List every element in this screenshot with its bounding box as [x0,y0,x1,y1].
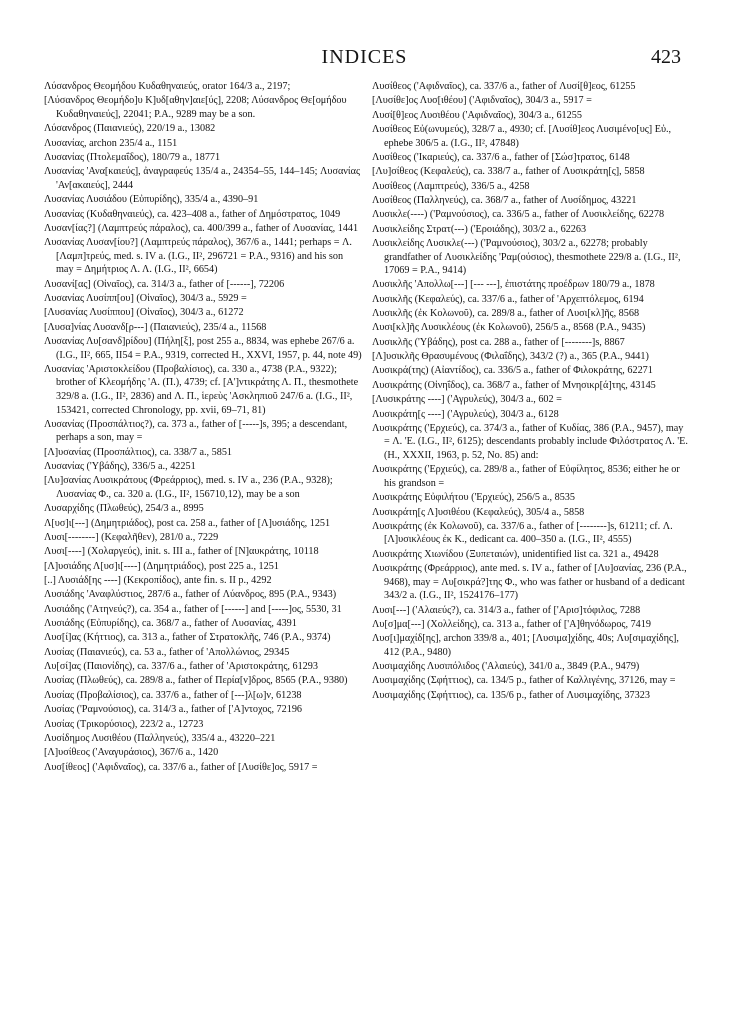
index-entry: Λυσ[ίθεος] ('Αφιδναῖος), ca. 337/6 a., father of [Λυσίθε]ος, 5917 = [44,761,318,773]
index-entry: [Λυσανίας Λυσίππου] (Οἰναῖος), 304/3 a., 61272 [44,307,244,319]
index-entry: Λυσικράτης ('Ερχιεύς), ca. 374/3 a., father of Κυδίας, 386 (P.A., 9457), may = Λ. 'Ε. (I.G., II², 6125); descendants probably include Φιλόστρατος Λ. 'Ε. (H., XXXII, 1963, p. 52, No. 85) and: [372,422,688,461]
index-entry: Λυσικράτης Εὐφιλήτου ('Ερχιεύς), 256/5 a., 8535 [372,492,575,504]
index-entry: Λυσικλῆς (Κεφαλεύς), ca. 337/6 a., father of 'Αρχεπτόλεμος, 6194 [372,293,644,305]
index-entry: Λυσανίας (Κυδαθηναιεύς), ca. 423–408 a., father of Δημόστρατος, 1049 [44,208,341,220]
index-entry: Λυσανίας Λυσαν[ίου?] (Λαμπτρεύς πάραλος), 367/6 a., 1441; perhaps = Λ. [Λαμπ]τρεύς, med. s. IV a. (I.G., II², 296721 = P.A., 9316) and his son may = Δημήτριος Λ. Λ. (I.G., II², 6654) [44,237,352,276]
index-entry: Λυσιμαχίδης (Σφήττιος), ca. 135/6 p., father of Λυσιμαχίδης, 37323 [372,689,650,701]
index-entry: Λυσι[--------] (Κεφαλῆθεν), 281/0 a., 7229 [44,532,219,544]
index-entry: Λυσικλῆς (ἐκ Κολωνοῦ), ca. 289/8 a., father of Λυσι[κλ]ῆς, 8568 [372,308,640,320]
index-entry: Λυσανίας Λυσίππ[ου] (Οἰναῖος), 304/3 a., 5929 = [44,292,247,304]
index-entry: Λυσαν[ίας?] (Λαμπτρεύς πάραλος), ca. 400/399 a., father of Λυσανίας, 1441 [44,222,359,234]
left-column [44,80,362,775]
index-entry: Λυσιμαχίδης Λυσιπόλιδος ('Αλαιεύς), 341/0 a., 3849 (P.A., 9479) [372,661,640,673]
index-entry: [Λ]υσιάδης Λ[υσ]ι[----] (Δημητριάδος), post 225 a., 1251 [44,560,279,572]
index-entry: Λυσαρχίδης (Πλωθεύς), 254/3 a., 8995 [44,503,204,515]
index-entry: Λυσίας ('Ραμνούσιος), ca. 314/3 a., father of ['Α]ντοχος, 72196 [44,704,303,716]
index-entry: Λυσανί[ας] (Οἰναῖος), ca. 314/3 a., father of [------], 72206 [44,278,285,290]
index-entry: [Λυσίθε]ος Λυσ[ιθέου] ('Αφιδναῖος), 304/3 a., 5917 = [372,95,592,107]
right-column [372,80,690,703]
index-entry: [Λυ]σίθεος (Κεφαλεύς), ca. 338/7 a., father of Λυσικράτη[ς], 5858 [372,166,645,178]
index-entry: Λυσι[---] ('Αλαιεύς?), ca. 314/3 a., father of ['Αρισ]τόφιλος, 7288 [372,604,641,616]
page-header [0,46,729,76]
index-entry: Λυσιάδης 'Αναφλύστιος, 287/6 a., father of Λύανδρος, 895 (P.A., 9343) [44,589,337,601]
index-entry: Λύσανδρος Θεομήδου Κυδαθηναιεύς, orator 164/3 a., 2197; [44,81,291,92]
index-entry: Λυσικλείδης Στρατ(---) ('Εροιάδης), 303/2 a., 62263 [372,223,587,235]
index-entry: Λυσίθεος (Παλληνεύς), ca. 368/7 a., father of Λυσίδημος, 43221 [372,194,637,206]
index-entry: Λυσίας (Παιανιεύς), ca. 53 a., father of 'Απολλώνιος, 29345 [44,646,290,658]
index-entry: Λυσι[κλ]ῆς Λυσικλέους (ἐκ Κολωνοῦ), 256/5 a., 8568 (P.A., 9435) [372,322,646,334]
index-entry: Λυσανίας Λυσιάδου (Εὐπυρίδης), 335/4 a., 4390–91 [44,194,259,206]
index-entry: Λυσίθεος ('Ικαριεύς), ca. 337/6 a., father of [Σώσ]τρατος, 6148 [372,151,630,163]
index-entry: Λυσικλῆς 'Απολλω[---] [--- ---], ἐπιστάτης προέδρων 180/79 a., 1878 [372,279,655,291]
index-entry: Λυσανίας Λυ[σανδ]ρίδου] (Πήλη[ξ], post 255 a., 8834, was ephebe 267/6 a. (I.G., II², 665, II54 = P.A., 9319, corrected H., XXVI, 1957, p. 44, note 49) [44,336,362,361]
index-entry: [Λυσικράτης ----] ('Αγρυλεύς), 304/3 a., 602 = [372,394,562,406]
index-entry: Λυσι[----] (Χολαργεύς), init. s. III a., father of [Ν]αυκράτης, 10118 [44,546,319,558]
index-entry: Λυσικράτης ('Ερχιεύς), ca. 289/8 a., father of Εὐφίλητος, 8536; either he or his grandson = [372,464,680,489]
index-entry: [Λ]υσικλῆς Θρασυμένους (Φιλαΐδης), 343/2 (?) a., 365 (P.A., 9441) [372,351,649,363]
index-entry: Λυ[σί]ας (Παιονίδης), ca. 337/6 a., father of 'Αριστοκράτης, 61293 [44,661,318,673]
index-entry: Λυσικράτης (Οἰνηΐδος), ca. 368/7 a., father of Μνησικρ[ά]της, 43145 [372,379,656,391]
index-entry: Λυσικλε(----) ('Ραμνούσιος), ca. 336/5 a., father of Λυσικλείδης, 62278 [372,209,665,221]
index-entry: Λυσίας (Πλωθεύς), ca. 289/8 a., father of Περία[ν]δρος, 8565 (P.A., 9380) [44,675,348,687]
index-entry: [Λυ]σανίας Λυσικράτους (Φρεάρριος), med. s. IV a., 236 (P.A., 9328); Λυσανίας Φ., ca. 320 a. (I.G., II², 156710,12), may be a son [44,475,333,500]
index-entry: [Λ]υσανίας (Προσπάλτιος), ca. 338/7 a., 5851 [44,446,233,458]
index-entry: Λυσανίας 'Ανα[καιεύς], ἀναγραφεύς 135/4 a., 24354–55, 144–145; Λυσανίας 'Αν[ακαιεύς], 2444 [44,166,361,191]
index-entry: Λυσανίας 'Αριστοκλείδου (Προβαλίσιος), ca. 330 a., 4738 (P.A., 9322); brother of Κλεομήδης 'Α. (Π.), 4739; cf. [Α']ντικράτης Λ. Π., thesmothete 329/8 a. (I.G., II², 2836) and Λ. Π., ἱερεὺς 'Ασκληπιοῦ 247/6 a. (I.G., II², 153421, corrected Chronology, pp. xvii, 69–71, 81) [44,363,359,416]
index-entry: Λυσικράτης (Φρεάρριος), ante med. s. IV a., father of [Λυ]σανίας, 236 (P.A., 9468), may = Λυ[σικρά?]της Φ., who was father or husband of a dedicant 343/2 a. (I.G., II², 1524176–177) [372,563,687,602]
index-entry: Λυσανίας (Προσπάλτιος?), ca. 373 a., father of [-----]s, 395; a descendant, perhaps a son, may = [44,418,348,444]
index-entry: Λυσίας (Προβαλίσιος), ca. 337/6 a., father of [---]λ[ω]ν, 61238 [44,689,302,701]
index-entry: Λυσικλείδης Λυσικλε(---) ('Ραμνούσιος), 303/2 a., 62278; probably grandfather of Λυσικλείδης 'Ραμ(ούσιος), thesmothete 229/8 a. (I.G., II², 17069 = P.A., 9414) [372,237,681,277]
index-entry: [Λ]υσίθεος ('Αναγυράσιος), 367/6 a., 1420 [44,747,219,759]
index-entry: Λυσί[θ]εος Λυσιθέου ('Αφιδναῖος), 304/3 a., 61255 [372,109,582,121]
index-entry: Λυσίθεος (Λαμπτρεύς), 336/5 a., 4258 [372,180,530,192]
index-entry: [Λύσανδρος Θεομήδο]υ Κ]υδ[αθην]αιε[ύς], 2208; Λύσανδρος Θε[ομήδου Κυδαθηναιεύς], 22041; P.A., 9289 may be a son. [44,95,347,120]
index-entry: Λυσιάδης ('Ατηνεύς?), ca. 354 a., father of [------] and [-----]ος, 5530, 31 [44,603,342,615]
index-entry: Λυσίθεος ('Αφιδναῖος), ca. 337/6 a., father of Λυσί[θ]εος, 61255 [372,81,636,92]
index-entry: [..] Λυσιάδ[ης ----] (Κεκροπίδος), ante fin. s. II p., 4292 [44,575,272,587]
index-entry: Λυσίθεος Εὐ(ωνυμεύς), 328/7 a., 4930; cf. [Λυσίθ]εος Λυσιμένο[υς] Εὐ., ephebe 306/5 a. (I.G., II², 47848) [372,124,672,149]
index-entry: Λυσικράτης (ἐκ Κολωνοῦ), ca. 337/6 a., father of [--------]s, 61211; cf. Λ. [Λ]υσικλέους ἐκ Κ., dedicant ca. 400–350 a. (I.G., II², 4555) [372,520,673,546]
index-entry: Λυσικράτη[ς ----] ('Αγρυλεύς), 304/3 a., 6128 [372,408,559,420]
index-entry: Λυσ[ι]μαχίδ[ης], archon 339/8 a., 401; [Λυσιμα]χίδης, 40s; Λυ[σιμαχίδης], 412 (P.A., 9480) [372,633,679,658]
index-entry: Λυσικρά(της) (Αἰαντίδος), ca. 336/5 a., father of Φιλοκράτης, 62271 [372,365,653,377]
index-entry: Λυσανίας, archon 235/4 a., 1151 [44,137,178,149]
index-entry: Λυσανίας ('Υβάδης), 336/5 a., 42251 [44,461,196,473]
index-entry: Λύσανδρος (Παιανιεύς), 220/19 a., 13082 [44,123,216,135]
index-entry: Λυσιάδης (Εὐπυρίδης), ca. 368/7 a., father of Λυσανίας, 4391 [44,618,297,630]
index-entry: Λυσικράτης Χιωνίδου (Ξυπεταιών), unidentified list ca. 321 a., 49428 [372,548,659,560]
index-entry: Λ[υσ]ι[---] (Δημητριάδος), post ca. 258 a., father of [Λ]υσιάδης, 1251 [44,517,331,529]
index-entry: Λυσανίας (Πτολεμαΐδος), 180/79 a., 18771 [44,151,221,163]
index-entry: Λυσικράτη[ς Λ]υσιθέου (Κεφαλεύς), 305/4 a., 5858 [372,506,585,518]
index-entry: Λυσ[ί]ας (Κήττιος), ca. 313 a., father of Στρατοκλῆς, 746 (P.A., 9374) [44,632,331,644]
index-entry: Λυσιμαχίδης (Σφήττιος), ca. 134/5 p., father of Καλλιγένης, 37126, may = [372,675,676,687]
index-entry: Λυσίας (Τρικορύσιος), 223/2 a., 12723 [44,718,204,730]
index-entry: Λυσικλῆς ('Υβάδης), post ca. 288 a., father of [--------]s, 8867 [372,336,625,348]
running-title: INDICES [321,46,408,68]
page-number: 423 [651,46,681,68]
index-entry: Λυ[σ]μα[---] (Χολλείδης), ca. 313 a., father of ['Α]θηνόδωρος, 7419 [372,618,651,630]
index-entry: Λυσίδημος Λυσιθέου (Παλληνεύς), 335/4 a., 43220–221 [44,732,276,744]
index-entry: [Λυσα]νίας Λυσανδ[ρ---] (Παιανιεύς), 235/4 a., 11568 [44,321,267,333]
